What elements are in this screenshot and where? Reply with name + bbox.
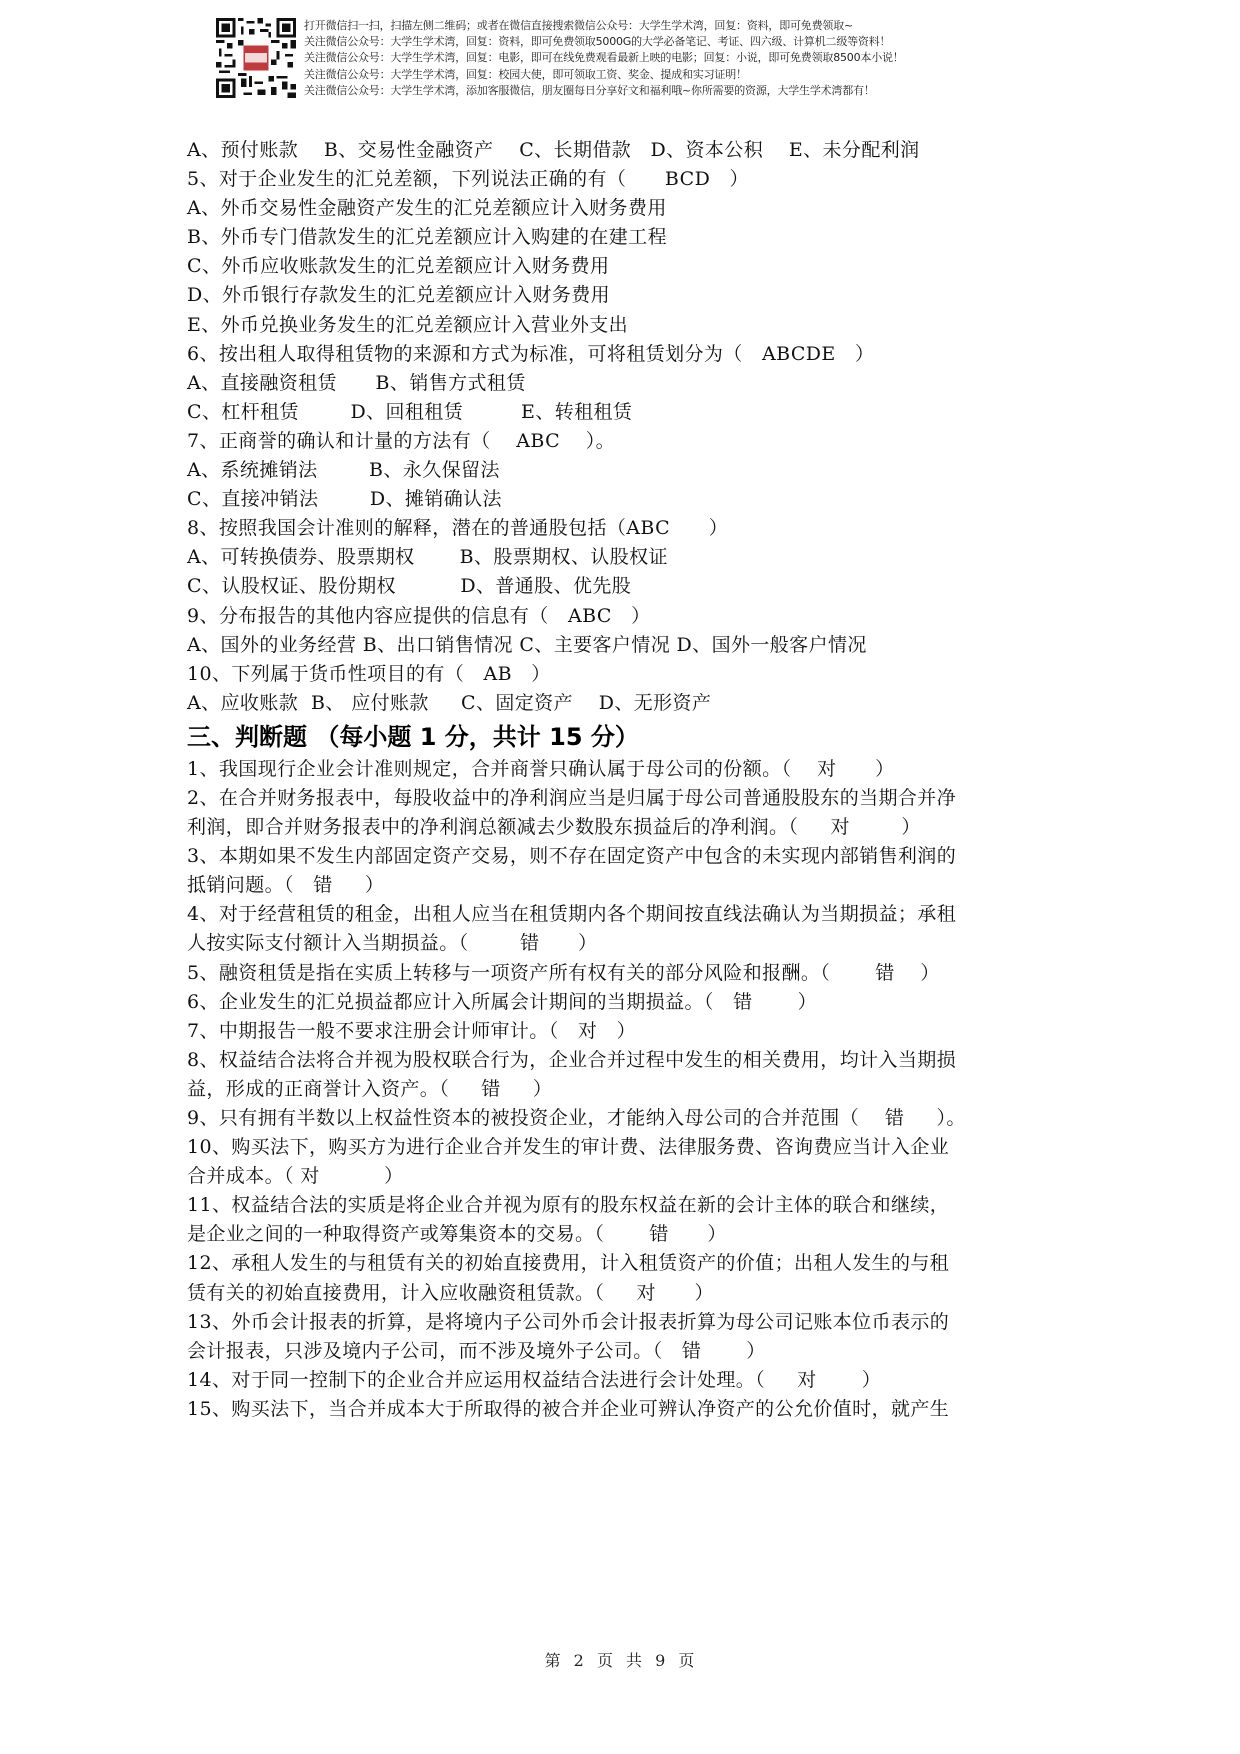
statement-line: 会计报表，只涉及境内子公司，而不涉及境外子公司。（ 错 ） [187, 1339, 766, 1362]
option-line: C、直接冲销法 D、摊销确认法 [187, 488, 502, 511]
statement-line: 12、承租人发生的与租赁有关的初始直接费用，计入租赁资产的价值；出租人发生的与租 [187, 1252, 950, 1275]
text-line: A、预付账款 B、交易性金融资产 C、长期借款 D、资本公积 E、未分配利润 [187, 139, 920, 161]
option-line: A、可转换债券、股票期权 B、股票期权、认股权证 [187, 546, 668, 569]
promo-text [304, 18, 944, 99]
option-line: A、国外的业务经营 B、出口销售情况 C、主要客户情况 D、国外一般客户情况 [187, 633, 867, 656]
multiple-choice-section [187, 136, 1067, 718]
option-line: E、外币兑换业务发生的汇兑差额应计入营业外支出 [187, 313, 629, 336]
statement-line: 益，形成的正商誉计入资产。（ 错 ） [187, 1077, 553, 1100]
true-false-section [187, 755, 1067, 1424]
statement-line: 14、对于同一控制下的企业合并应运用权益结合法进行会计处理。（ 对 ） [187, 1368, 882, 1391]
statement-line: 9、只有拥有半数以上权益性资本的被投资企业，才能纳入母公司的合并范围（ 错 ）。 [187, 1107, 966, 1129]
question-line: 7、正商誉的确认和计量的方法有（ ABC ）。 [187, 429, 616, 452]
statement-line: 5、融资租赁是指在实质上转移与一项资产所有权有关的部分风险和报酬。（ 错 ） [187, 961, 940, 984]
exam-content [187, 136, 1067, 1424]
statement-line: 13、外币会计报表的折算，是将境内子公司外币会计报表折算为母公司记账本位币表示的 [187, 1310, 950, 1333]
promo-line: 关注微信公众号：大学生学术湾，回复：校园大使，即可领取工资、奖金、提成和实习证明！ [304, 67, 747, 81]
statement-line: 10、购买法下，购买方为进行企业合并发生的审计费、法律服务费、咨询费应当计入企业 [187, 1136, 950, 1159]
page-number: 第 2 页 共 9 页 [544, 1651, 696, 1670]
option-line: C、外币应收账款发生的汇兑差额应计入财务费用 [187, 255, 610, 278]
promo-line: 关注微信公众号：大学生学术湾，回复：资料，即可免费领取5000G的大学必备笔记、考证、四六级、计算机二级等资料！ [304, 35, 891, 49]
statement-line: 人按实际支付额计入当期损益。（ 错 ） [187, 932, 598, 955]
option-line: A、外币交易性金融资产发生的汇兑差额应计入财务费用 [187, 197, 667, 220]
question-line: 9、分布报告的其他内容应提供的信息有（ ABC ） [187, 604, 651, 627]
promo-line: 打开微信扫一扫，扫描左侧二维码；或者在微信直接搜索微信公众号：大学生学术湾，回复：资料，即可免费领取~ [304, 19, 854, 32]
statement-line: 利润，即合并财务报表中的净利润总额减去少数股东损益后的净利润。（ 对 ） [187, 816, 921, 839]
question-line: 5、对于企业发生的汇兑差额，下列说法正确的有（ BCD ） [187, 168, 749, 191]
promo-line: 关注微信公众号：大学生学术湾，添加客服微信，朋友圈每日分享好文和福利哦~你所需要的资源，大学生学术湾都有！ [304, 83, 875, 97]
statement-line: 1、我国现行企业会计准则规定，合并商誉只确认属于母公司的份额。（ 对 ） [187, 757, 895, 780]
section-heading: 三、判断题 （每小题 1 分，共计 15 分） [187, 722, 639, 751]
statement-line: 8、权益结合法将合并视为股权联合行为，企业合并过程中发生的相关费用，均计入当期损 [187, 1048, 957, 1071]
statement-line: 7、中期报告一般不要求注册会计师审计。（ 对 ） [187, 1019, 637, 1042]
statement-line: 是企业之间的一种取得资产或筹集资本的交易。（ 错 ） [187, 1223, 727, 1246]
option-line: A、直接融资租赁 B、销售方式租赁 [187, 371, 526, 394]
statement-line: 4、对于经营租赁的租金，出租人应当在租赁期内各个期间按直线法确认为当期损益；承租 [187, 903, 957, 926]
question-line: 10、下列属于货币性项目的有（ AB ） [187, 662, 551, 685]
statement-line: 合并成本。（ 对 ） [187, 1165, 404, 1188]
option-line: B、外币专门借款发生的汇兑差额应计入购建的在建工程 [187, 226, 667, 249]
qr-code-icon [216, 18, 296, 98]
option-line: A、应收账款 B、 应付账款 C、固定资产 D、无形资产 [187, 691, 712, 714]
statement-line: 抵销问题。（ 错 ） [187, 874, 385, 897]
statement-line: 11、权益结合法的实质是将企业合并视为原有的股东权益在新的会计主体的联合和继续， [187, 1194, 950, 1217]
statement-line: 赁有关的初始直接费用，计入应收融资租赁款。（ 对 ） [187, 1281, 714, 1304]
statement-line: 2、在合并财务报表中，每股收益中的净利润应当是归属于母公司普通股股东的当期合并净 [187, 786, 957, 809]
option-line: D、外币银行存款发生的汇兑差额应计入财务费用 [187, 284, 611, 307]
promo-header [216, 18, 936, 102]
promo-line: 关注微信公众号：大学生学术湾，回复：电影，即可在线免费观看最新上映的电影；回复：小说，即可免费领取8500本小说！ [304, 51, 904, 65]
statement-line: 15、购买法下，当合并成本大于所取得的被合并企业可辨认净资产的公允价值时，就产生 [187, 1397, 950, 1420]
option-line: C、杠杆租赁 D、回租租赁 E、转租租赁 [187, 400, 633, 423]
statement-line: 6、企业发生的汇兑损益都应计入所属会计期间的当期损益。（ 错 ） [187, 990, 817, 1013]
option-line: C、认股权证、股份期权 D、普通股、优先股 [187, 575, 632, 598]
question-line: 6、按出租人取得租赁物的来源和方式为标准，可将租赁划分为（ ABCDE ） [187, 342, 875, 365]
statement-line: 3、本期如果不发生内部固定资产交易，则不存在固定资产中包含的未实现内部销售利润的 [187, 845, 957, 868]
question-line: 8、按照我国会计准则的解释，潜在的普通股包括（ABC ） [187, 517, 729, 540]
option-line: A、系统摊销法 B、永久保留法 [187, 459, 500, 482]
